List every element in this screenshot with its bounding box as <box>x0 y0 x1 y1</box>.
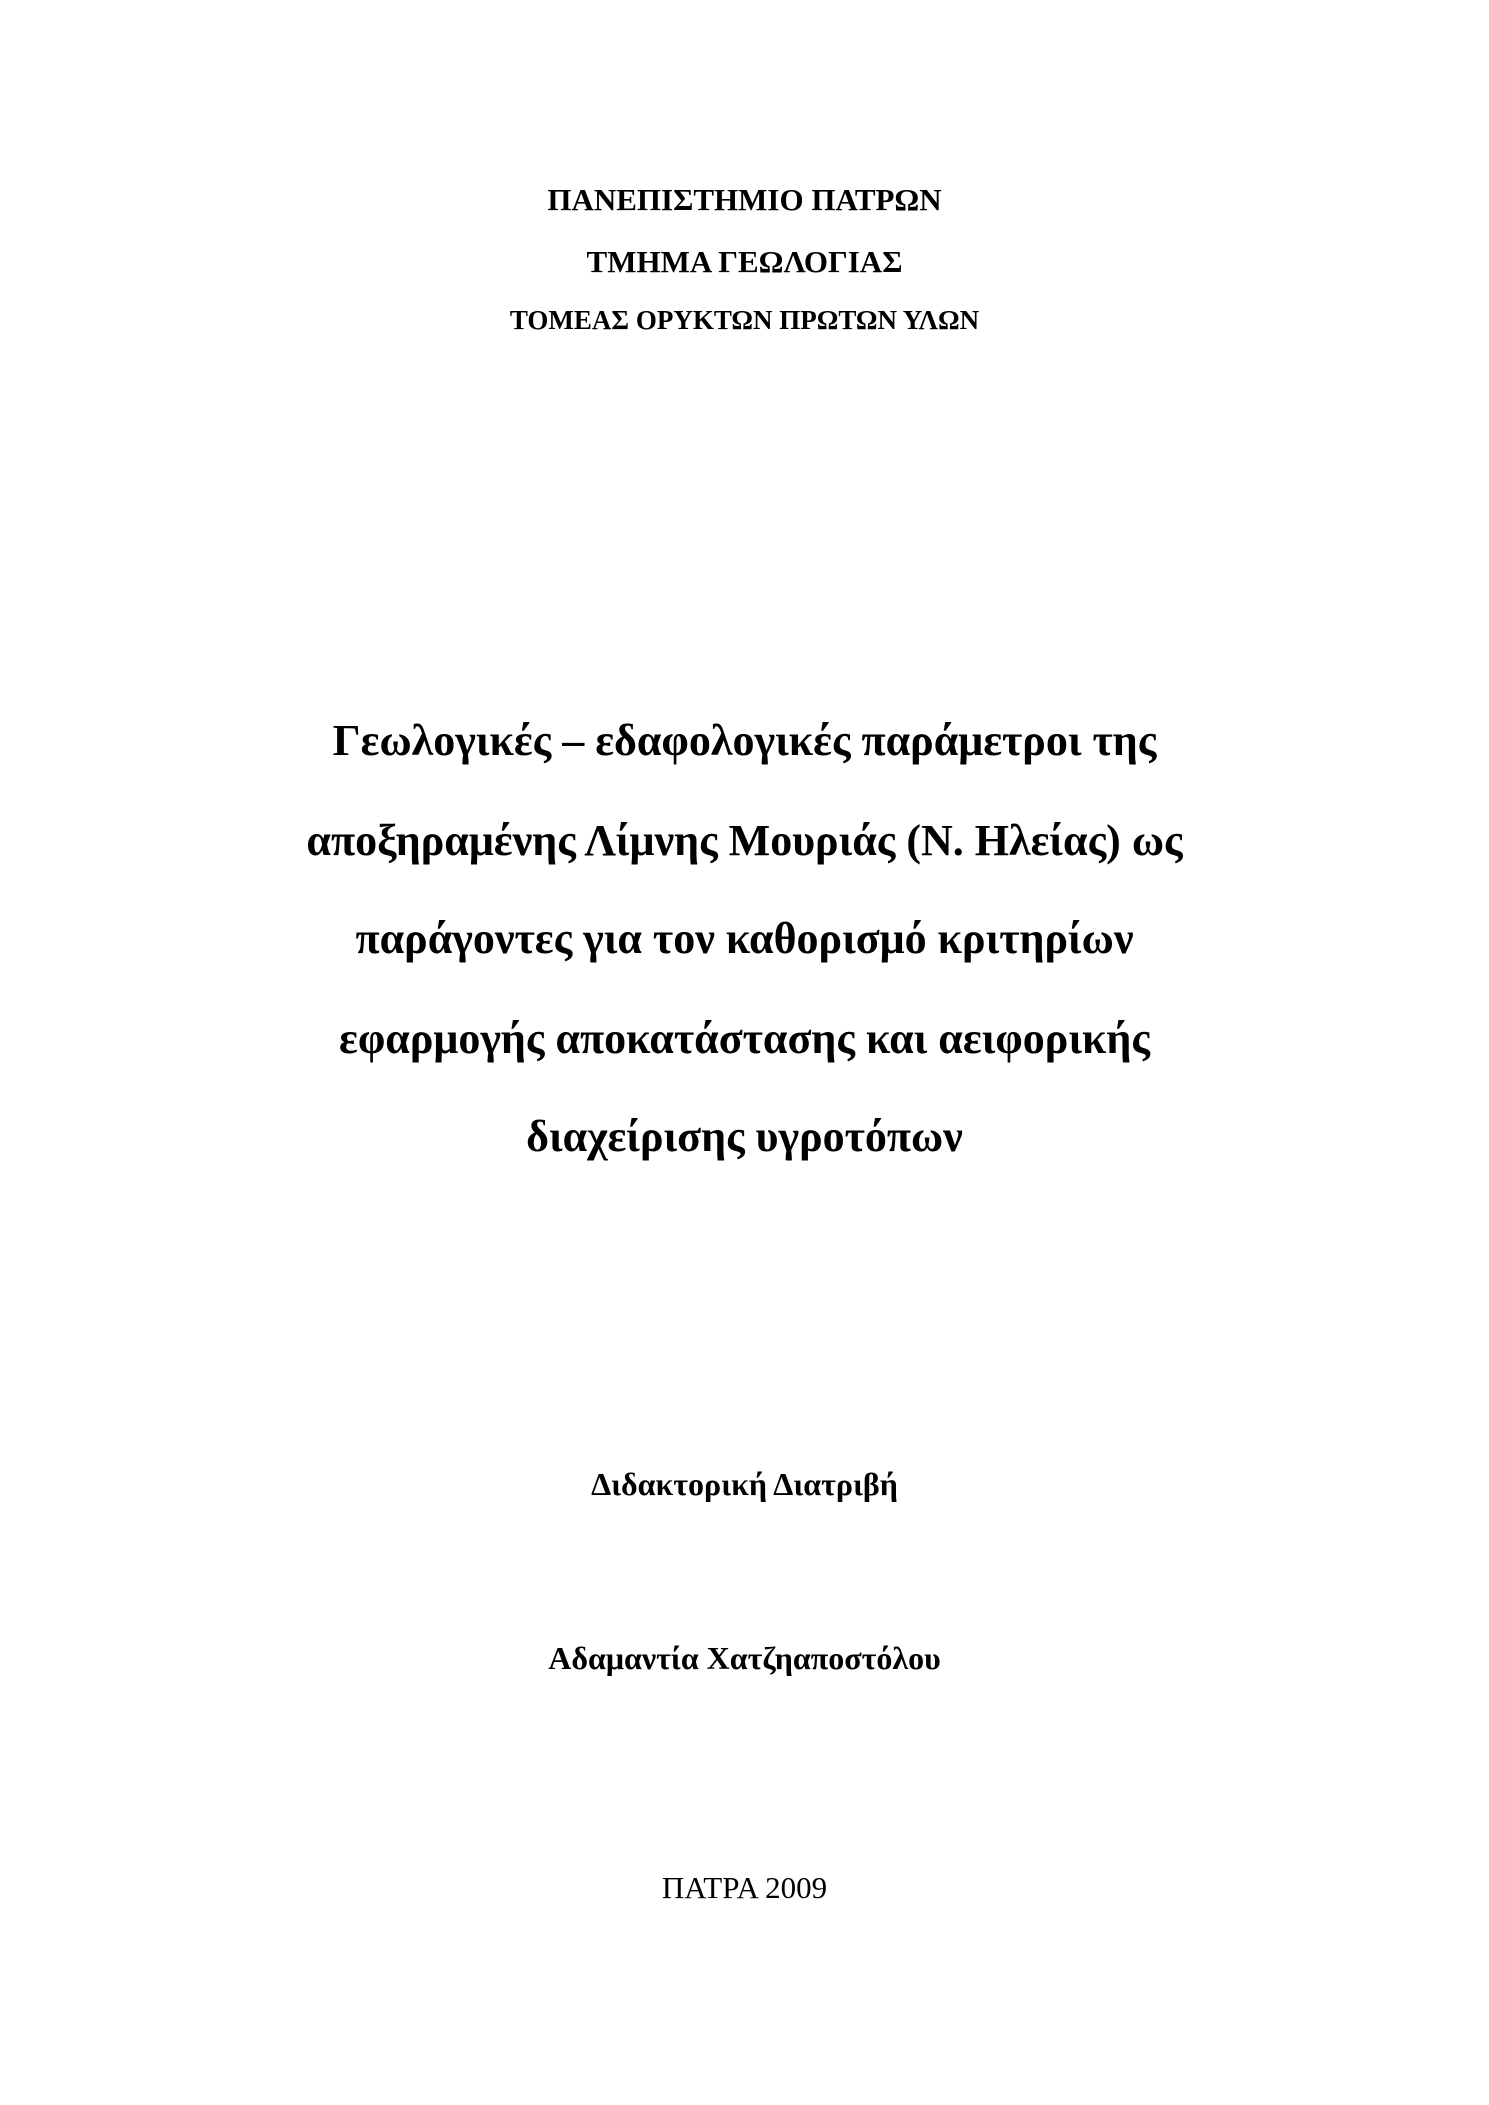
section-name: ΤΟΜΕΑΣ ΟΡΥΚΤΩΝ ΠΡΩΤΩΝ ΥΛΩΝ <box>509 305 980 335</box>
author-name: Αδαμαντία Χατζηαποστόλου <box>548 1640 941 1676</box>
document-type: Διδακτορική Διατριβή <box>591 1466 898 1502</box>
thesis-title-line-4: εφαρμογής αποκατάστασης και αειφορικής <box>339 1014 1150 1063</box>
thesis-title-line-2: αποξηραμένης Λίμνης Μουριάς (Ν. Ηλείας) ως <box>306 816 1183 865</box>
place-and-year: ΠΑΤΡΑ 2009 <box>661 1870 828 1905</box>
university-name: ΠΑΝΕΠΙΣΤΗΜΙΟ ΠΑΤΡΩΝ <box>547 182 942 217</box>
thesis-title-line-3: παράγοντες για τον καθορισμό κριτηρίων <box>355 914 1134 963</box>
department-name: ΤΜΗΜΑ ΓΕΩΛΟΓΙΑΣ <box>586 244 903 279</box>
thesis-title-line-5: διαχείρισης υγροτόπων <box>526 1112 963 1161</box>
thesis-title-line-1: Γεωλογικές – εδαφολογικές παράμετροι της <box>332 716 1157 765</box>
